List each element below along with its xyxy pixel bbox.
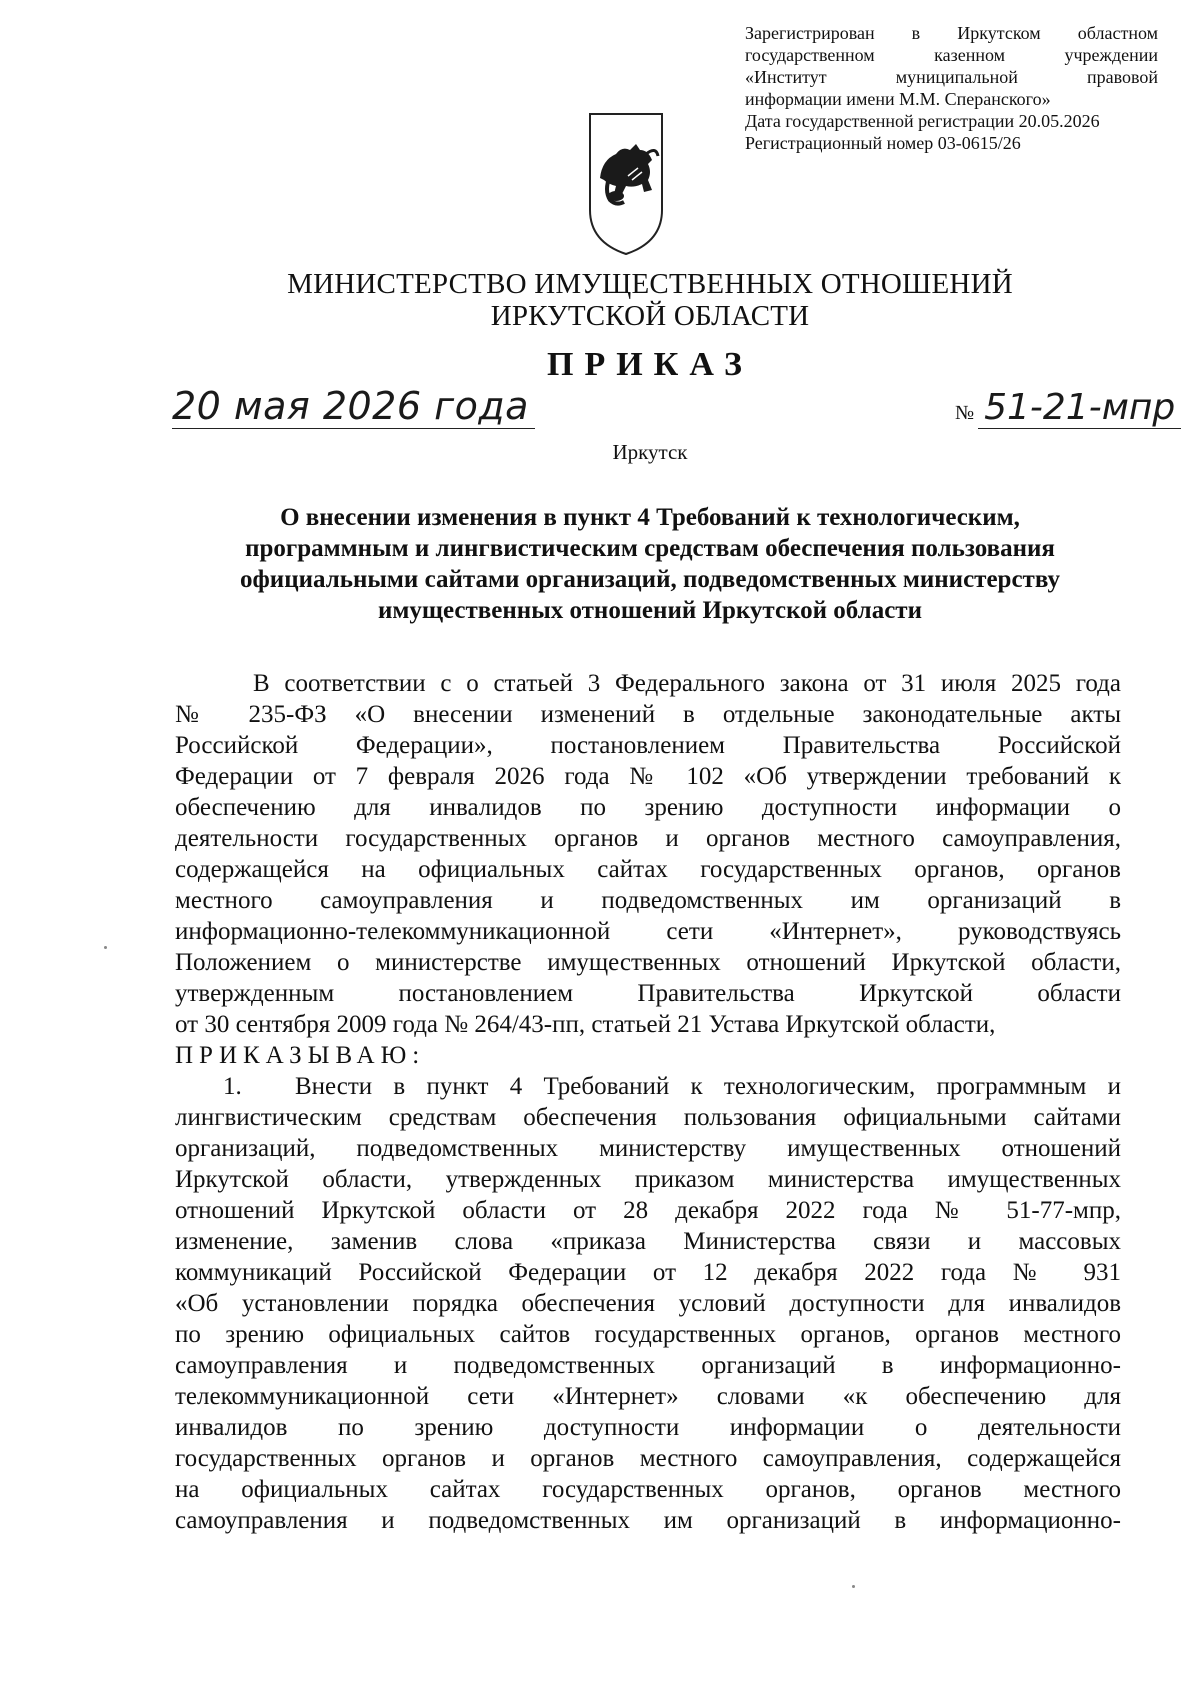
number-sign: № bbox=[955, 402, 975, 424]
body-line: отношений Иркутской области от 28 декабря 2022 года № 51-77-мпр, bbox=[175, 1197, 1121, 1224]
document-title bbox=[175, 502, 1125, 626]
ministry-name: МИНИСТЕРСТВО ИМУЩЕСТВЕННЫХ ОТНОШЕНИЙ bbox=[287, 268, 1013, 300]
body-line: обеспечению для инвалидов по зрению доступности информации о bbox=[175, 794, 1121, 821]
decree-word: ПРИКАЗЫВАЮ: bbox=[175, 1042, 426, 1069]
body-line: инвалидов по зрению доступности информации о деятельности bbox=[175, 1414, 1121, 1441]
registration-line: информации имени М.М. Сперанского» bbox=[745, 89, 1051, 109]
body-line: телекоммуникационной сети «Интернет» словами «к обеспечению для bbox=[175, 1383, 1121, 1410]
body-line: Российской Федерации», постановлением Правительства Российской bbox=[175, 732, 1121, 759]
title-line: программным и лингвистическим средствам обеспечения пользования bbox=[245, 535, 1055, 562]
handwritten-date: 20 мая 2026 года bbox=[172, 384, 535, 429]
body-line: на официальных сайтах государственных органов, органов местного bbox=[175, 1476, 1121, 1503]
title-line: О внесении изменения в пункт 4 Требований к технологическим, bbox=[280, 504, 1020, 531]
registration-stamp bbox=[745, 22, 1158, 154]
body-line: самоуправления и подведомственных организаций в информационно- bbox=[175, 1352, 1121, 1379]
body-line: № 235-ФЗ «О внесении изменений в отдельные законодательные акты bbox=[175, 701, 1121, 728]
title-line: официальными сайтами организаций, подведомственных министерству bbox=[240, 566, 1060, 593]
title-line: имущественных отношений Иркутской области bbox=[377, 597, 922, 624]
item-1-first-line bbox=[175, 1071, 1121, 1102]
body-line: информационно-телекоммуникационной сети «Интернет», руководствуясь bbox=[175, 918, 1121, 945]
handwritten-number: 51-21-мпр bbox=[978, 388, 1181, 429]
body-line: деятельности государственных органов и органов местного самоуправления, bbox=[175, 825, 1121, 852]
body-line: самоуправления и подведомственных им организаций в информационно- bbox=[175, 1507, 1121, 1534]
registration-number-line: Регистрационный номер 03-0615/26 bbox=[745, 133, 1021, 153]
body-line: организаций, подведомственных министерству имущественных отношений bbox=[175, 1135, 1121, 1162]
ministry-region: ИРКУТСКОЙ ОБЛАСТИ bbox=[490, 300, 810, 332]
body-line: от 30 сентября 2009 года № 264/43-пп, статьей 21 Устава Иркутской области, bbox=[175, 1011, 996, 1038]
city: Иркутск bbox=[612, 440, 688, 464]
item-number: 1. bbox=[223, 1073, 242, 1100]
body-line: Иркутской области, утвержденных приказом министерства имущественных bbox=[175, 1166, 1121, 1193]
body-line: коммуникаций Российской Федерации от 12 декабря 2022 года № 931 bbox=[175, 1259, 1121, 1286]
body-line: Внести в пункт 4 Требований к технологическим, программным и bbox=[295, 1073, 1121, 1100]
body-line: изменение, заменив слова «приказа Министерства связи и массовых bbox=[175, 1228, 1121, 1255]
body-line: «Об установлении порядка обеспечения условий доступности для инвалидов bbox=[175, 1290, 1121, 1317]
order-number bbox=[955, 388, 1181, 429]
ministry-header bbox=[160, 268, 1140, 332]
body-line: Положением о министерстве имущественных отношений Иркутской области, bbox=[175, 949, 1121, 976]
body-line: по зрению официальных сайтов государственных органов, органов местного bbox=[175, 1321, 1121, 1348]
body-line: В соответствии с о статьей 3 Федерального закона от 31 июля 2025 года bbox=[253, 670, 1121, 697]
document-body bbox=[175, 668, 1121, 1536]
body-line: местного самоуправления и подведомственных им организаций в bbox=[175, 887, 1121, 914]
coat-of-arms-icon bbox=[586, 110, 666, 258]
registration-line: государственном казенном учреждении bbox=[745, 45, 1158, 65]
body-line: содержащейся на официальных сайтах государственных органов, органов bbox=[175, 856, 1121, 883]
body-line: лингвистическим средствам обеспечения пользования официальными сайтами bbox=[175, 1104, 1121, 1131]
body-line: Федерации от 7 февраля 2026 года № 102 «Об утверждении требований к bbox=[175, 763, 1121, 790]
registration-line: Зарегистрирован в Иркутском областном bbox=[745, 23, 1158, 43]
scan-speck bbox=[852, 1585, 855, 1588]
scan-speck bbox=[104, 946, 107, 949]
registration-line: «Институт муниципальной правовой bbox=[745, 67, 1158, 87]
registration-date-line: Дата государственной регистрации 20.05.2026 bbox=[745, 111, 1100, 131]
document-type: ПРИКАЗ bbox=[547, 346, 753, 383]
body-line: утвержденным постановлением Правительства Иркутской области bbox=[175, 980, 1121, 1007]
body-line: государственных органов и органов местного самоуправления, содержащейся bbox=[175, 1445, 1121, 1472]
